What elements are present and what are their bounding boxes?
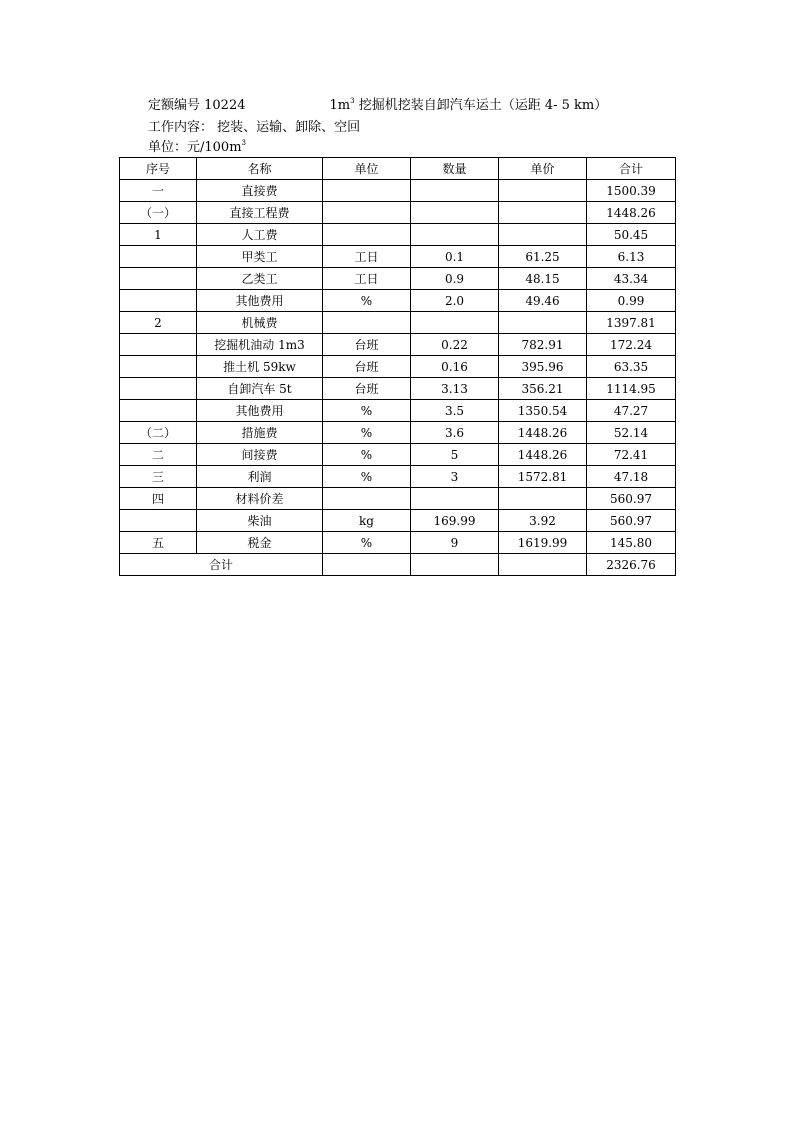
item-name: 挖掘机油动 1m3 (197, 334, 323, 356)
item-quantity (411, 202, 499, 224)
column-header: 序号 (120, 158, 197, 180)
cost-table (119, 157, 676, 576)
item-total: 47.27 (587, 400, 676, 422)
item-unit: 台班 (323, 356, 411, 378)
item-unit (323, 202, 411, 224)
item-unit-price: 1619.99 (499, 532, 587, 554)
item-name: 自卸汽车 5t (197, 378, 323, 400)
item-quantity: 3.5 (411, 400, 499, 422)
table-row (120, 312, 676, 334)
item-total: 1500.39 (587, 180, 676, 202)
item-total: 6.13 (587, 246, 676, 268)
item-name: 其他费用 (197, 400, 323, 422)
table-row (120, 290, 676, 312)
item-quantity: 0.22 (411, 334, 499, 356)
item-unit (323, 488, 411, 510)
table-cell (499, 554, 587, 576)
item-unit: % (323, 422, 411, 444)
item-name: 直接费 (197, 180, 323, 202)
item-unit: 台班 (323, 378, 411, 400)
table-row (120, 378, 676, 400)
column-header: 名称 (197, 158, 323, 180)
item-unit: kg (323, 510, 411, 532)
table-row (120, 488, 676, 510)
quota-number: 定额编号 10224 (148, 98, 246, 113)
item-quantity (411, 488, 499, 510)
item-unit (323, 312, 411, 334)
item-quantity (411, 312, 499, 334)
column-header: 单价 (499, 158, 587, 180)
total-value: 2326.76 (587, 554, 676, 576)
table-row (120, 356, 676, 378)
quota-title-line (148, 98, 607, 114)
item-name: 间接费 (197, 444, 323, 466)
item-unit-price: 1572.81 (499, 466, 587, 488)
table-row (120, 532, 676, 554)
item-total: 52.14 (587, 422, 676, 444)
item-unit-price: 782.91 (499, 334, 587, 356)
row-number (120, 246, 197, 268)
item-total: 1397.81 (587, 312, 676, 334)
item-unit: % (323, 444, 411, 466)
item-total: 1114.95 (587, 378, 676, 400)
row-number (120, 356, 197, 378)
row-number (120, 290, 197, 312)
row-number (120, 400, 197, 422)
row-number (120, 510, 197, 532)
item-name: 材料价差 (197, 488, 323, 510)
item-total: 72.41 (587, 444, 676, 466)
item-total: 63.35 (587, 356, 676, 378)
work-content: 工作内容： 挖装、运输、卸除、空回 (148, 120, 361, 135)
total-row (120, 554, 676, 576)
item-quantity: 5 (411, 444, 499, 466)
item-name: 乙类工 (197, 268, 323, 290)
table-cell (411, 554, 499, 576)
table-header-row (120, 158, 676, 180)
item-total: 50.45 (587, 224, 676, 246)
item-total: 43.34 (587, 268, 676, 290)
table-row (120, 510, 676, 532)
item-total: 560.97 (587, 488, 676, 510)
item-name: 人工费 (197, 224, 323, 246)
item-name: 利润 (197, 466, 323, 488)
item-unit: % (323, 290, 411, 312)
column-header: 合计 (587, 158, 676, 180)
item-quantity: 0.16 (411, 356, 499, 378)
item-unit-price: 3.92 (499, 510, 587, 532)
row-number: 1 (120, 224, 197, 246)
item-name: 甲类工 (197, 246, 323, 268)
item-quantity: 3.6 (411, 422, 499, 444)
item-name: 税金 (197, 532, 323, 554)
item-unit-price: 48.15 (499, 268, 587, 290)
row-number: 五 (120, 532, 197, 554)
table-row (120, 422, 676, 444)
row-number (120, 334, 197, 356)
item-quantity (411, 180, 499, 202)
table-row (120, 334, 676, 356)
item-unit: % (323, 532, 411, 554)
item-quantity: 0.9 (411, 268, 499, 290)
row-number: 一 (120, 180, 197, 202)
row-number (120, 268, 197, 290)
item-name: 推土机 59kw (197, 356, 323, 378)
item-name: 措施费 (197, 422, 323, 444)
row-number: 四 (120, 488, 197, 510)
unit-line: 单位：元$/100m^3$ (148, 139, 246, 155)
item-unit: % (323, 466, 411, 488)
item-unit-price: 395.96 (499, 356, 587, 378)
item-unit-price: 61.25 (499, 246, 587, 268)
item-unit (323, 180, 411, 202)
item-unit-price (499, 202, 587, 224)
item-unit-price (499, 488, 587, 510)
table-row (120, 466, 676, 488)
table-row (120, 224, 676, 246)
row-number: 2 (120, 312, 197, 334)
item-name: 直接工程费 (197, 202, 323, 224)
item-quantity: 9 (411, 532, 499, 554)
total-label: 合计 (120, 554, 323, 576)
table-row (120, 246, 676, 268)
item-name: 机械费 (197, 312, 323, 334)
item-total: 47.18 (587, 466, 676, 488)
item-unit-price (499, 312, 587, 334)
row-number: （一） (120, 202, 197, 224)
item-unit-price (499, 180, 587, 202)
column-header: 单位 (323, 158, 411, 180)
item-quantity: 3 (411, 466, 499, 488)
table-cell (323, 554, 411, 576)
item-unit: 工日 (323, 246, 411, 268)
item-name: 其他费用 (197, 290, 323, 312)
item-total: 145.80 (587, 532, 676, 554)
item-unit (323, 224, 411, 246)
item-unit-price: 356.21 (499, 378, 587, 400)
item-unit-price: 1448.26 (499, 444, 587, 466)
item-total: 1448.26 (587, 202, 676, 224)
item-unit-price: 49.46 (499, 290, 587, 312)
item-quantity: 169.99 (411, 510, 499, 532)
table-row (120, 180, 676, 202)
item-name: 柴油 (197, 510, 323, 532)
row-number: （二） (120, 422, 197, 444)
row-number: 三 (120, 466, 197, 488)
quota-title: $1m^3$ 挖掘机挖装自卸汽车运土（运距 4- 5 km） (329, 97, 608, 113)
item-quantity: 3.13 (411, 378, 499, 400)
item-total: 0.99 (587, 290, 676, 312)
item-unit-price (499, 224, 587, 246)
item-quantity (411, 224, 499, 246)
item-unit-price: 1350.54 (499, 400, 587, 422)
item-total: 172.24 (587, 334, 676, 356)
table-row (120, 268, 676, 290)
row-number: 二 (120, 444, 197, 466)
item-unit-price: 1448.26 (499, 422, 587, 444)
item-unit: % (323, 400, 411, 422)
table-row (120, 202, 676, 224)
table-row (120, 400, 676, 422)
table-row (120, 444, 676, 466)
item-unit: 台班 (323, 334, 411, 356)
item-unit: 工日 (323, 268, 411, 290)
item-quantity: 2.0 (411, 290, 499, 312)
row-number (120, 378, 197, 400)
item-total: 560.97 (587, 510, 676, 532)
item-quantity: 0.1 (411, 246, 499, 268)
column-header: 数量 (411, 158, 499, 180)
